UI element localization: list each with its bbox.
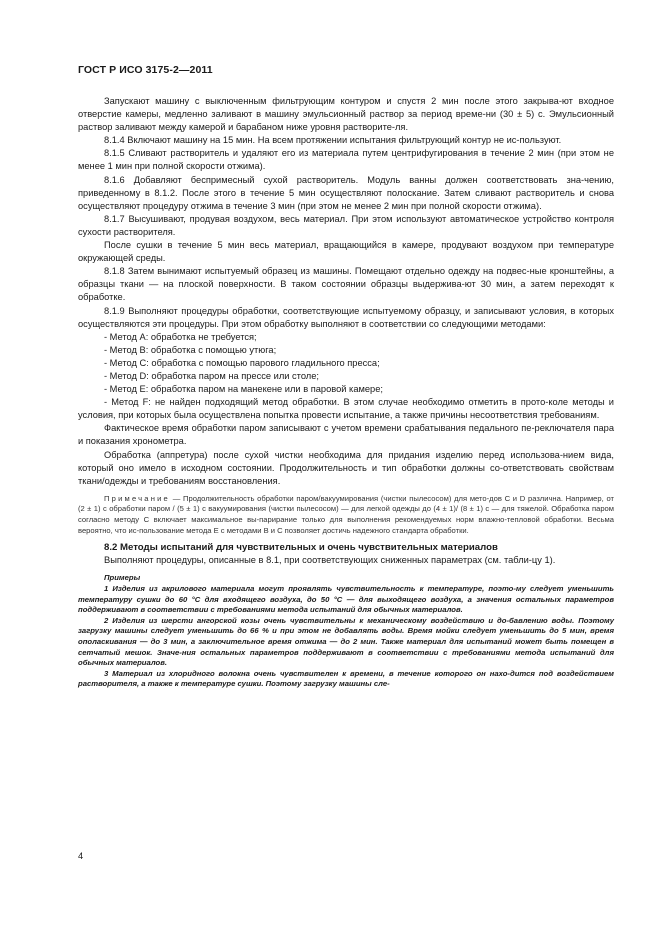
note-label: Примечание xyxy=(104,493,170,503)
method-d: - Метод D: обработка паром на прессе или столе; xyxy=(104,370,319,381)
method-c: - Метод С: обработка с помощью парового гладильного пресса; xyxy=(104,357,380,368)
examples-block xyxy=(78,573,614,690)
methods-list xyxy=(78,331,614,423)
method-e: - Метод Е: обработка паром на манекене или в паровой камере; xyxy=(104,384,383,395)
example-1: 1 Изделия из акрилового материала могут проявлять чувствительность к температуре, поэто-му следует уменьшить температуру сушки до 60 °С для входящего воздуха, до 50 °С — для выходящего воздуха, а значения остальных параметров поддерживают в соответствии с требованиями метода испытаний для обычных материалов. xyxy=(78,583,614,615)
method-f: - Метод F: не найден подходящий метод обработки. В этом случае необходимо отметить в прото-коле методы и условия, при которых была осуществлена попытка провести испытание, а также причины несоответствия требованиям. xyxy=(78,397,614,421)
paragraph-drying: После сушки в течение 5 мин весь материал, вращающийся в камере, продувают воздухом при температуре окружающей среды. xyxy=(78,240,614,264)
page-number: 4 xyxy=(78,851,84,861)
paragraph-finishing: Обработка (аппретура) после сухой чистки необходима для придания изделию перед использова-нием вида, который оно имело в исходном состоянии. Продолжительность и тип обработки должны со-ответствовать свойствам ткани/одежды и требованиям восстановления. xyxy=(78,449,614,486)
method-b: - Метод В: обработка с помощью утюга; xyxy=(104,344,277,355)
paragraph-8-1-4: 8.1.4 Включают машину на 15 мин. На всем протяжении испытания фильтрующий контур не ис-пользуют. xyxy=(104,135,562,146)
example-3: 3 Материал из хлоридного волокна очень чувствителен к времени, в течение которого он нахо-дится под воздействием растворителя, а также к температуре сушки. Поэтому загрузку машины сле- xyxy=(78,668,614,689)
document-body xyxy=(78,95,614,690)
paragraph-8-1-6: 8.1.6 Добавляют беспримесный сухой растворитель. Модуль ванны должен соответствовать зна-чению, приведенному в 8.1.2. После этого в течение 5 мин осуществляют полоскание. Затем сливают растворитель и снова осуществляют процедуру отжима в течение 3 мин (при этом не менее 2 мин при полной скорости отжима). xyxy=(78,174,614,211)
paragraph-steam-time: Фактическое время обработки паром записывают с учетом времени срабатывания педального пе-реключателя пара и показания хронометра. xyxy=(78,423,614,447)
document-header: ГОСТ Р ИСО 3175-2—2011 xyxy=(78,64,213,76)
section-8-2-text: Выполняют процедуры, описанные в 8.1, при соответствующих сниженных параметрах (см. табли-цу 1). xyxy=(104,555,556,566)
method-a: - Метод А: обработка не требуется; xyxy=(104,331,257,342)
section-heading-8-2: 8.2 Методы испытаний для чувствительных и очень чувствительных материалов xyxy=(104,542,498,554)
paragraph-8-1-7: 8.1.7 Высушивают, продувая воздухом, весь материал. При этом используют автоматическое устройство контроля сухости растворителя. xyxy=(78,213,614,237)
examples-title: Примеры xyxy=(104,573,141,583)
paragraph-8-1-8: 8.1.8 Затем вынимают испытуемый образец из машины. Помещают отдельно одежду на подвес-ные кронштейны, а образцы ткани — на плоской поверхности. В таком состоянии образцы выдержива-ют 30 мин, а затем переходят к обработке. xyxy=(78,266,614,303)
paragraph-8-1-9: 8.1.9 Выполняют процедуры обработки, соответствующие испытуемому образцу, и записывают условия, в которых осуществляются эти процедуры. При этом обработку выполняют в соответствии со следующими методами: xyxy=(78,305,614,329)
note-text: — Продолжительность обработки паром/вакуумирования (чистки пылесосом) для мето-дов С и D различна. Например, от (2 ± 1) с обработки паром / (5 ± 1) с вакуумирования (чистки пылесосом) — для легкой одежды до (4 ± 1)/ (8 ± 1) с — для тяжелой. Обработка паром согласно методу С включает максимальное вы-парирание только для выполнения рекомендуемых норм влажно-тепловой обработки. Весьма вероятно, что ис-пользование метода Е с методами В и С позволяет достичь надежного стандарта обработки. xyxy=(78,493,614,535)
example-2: 2 Изделия из шерсти ангорской козы очень чувствительны к механическому воздействию и до-бавлению воды. Поэтому загрузку машины следует уменьшить до 66 % и при этом не добавлять воды. Время мойки следует уменьшить до 5 мин, время ополаскивания — до 3 мин, а заключительное время отжима — до 2 мин. Также материал для испытаний может быть помещен в сетчатый мешок. Значе-ния остальных параметров поддерживают в соответствии с требованиями метода испытаний для обычных материалов. xyxy=(78,615,614,668)
paragraph-8-1-5: 8.1.5 Сливают растворитель и удаляют его из материала путем центрифугирования в течение 2 мин (при этом не менее 1 мин при полной скорости отжима). xyxy=(78,148,614,172)
paragraph-intro: Запускают машину с выключенным фильтрующим контуром и спустя 2 мин после этого закрыва-ют входное отверстие камеры, медленно заливают в машину эмульсионный раствор за период време-ни (30 ± 5) с. Эмульсионный раствор заливают между камерой и барабаном ниже уровня растворите-ля. xyxy=(78,96,614,133)
note xyxy=(78,494,614,536)
